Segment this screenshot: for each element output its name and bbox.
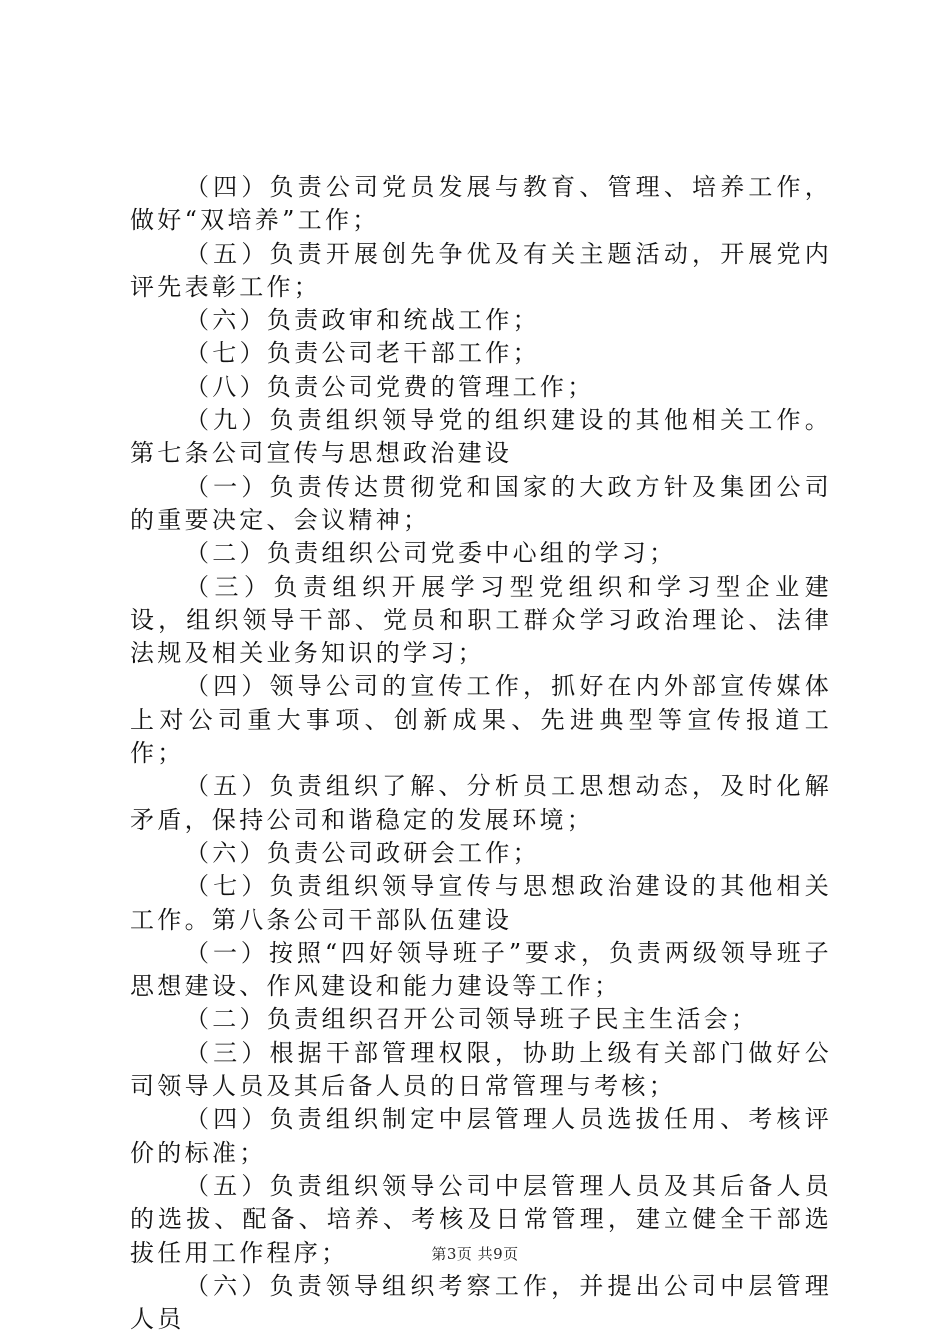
paragraph: （六）负责公司政研会工作； — [185, 838, 540, 867]
paragraph: （四）领导公司的宣传工作，抓好在内外部宣传媒体上对公司重大事项、创新成果、先进典型等宣传报道工作； — [130, 672, 832, 768]
paragraph: （七）负责公司老干部工作； — [185, 339, 540, 368]
paragraph: （二）负责组织召开公司领导班子民主生活会； — [185, 1005, 759, 1034]
paragraph: （八）负责公司党费的管理工作； — [185, 372, 595, 401]
page-number-footer: 第3页 共9页 — [431, 1245, 519, 1263]
paragraph: （四）负责组织制定中层管理人员选拔任用、考核评价的标准； — [130, 1105, 832, 1167]
paragraph: （六）负责领导组织考察工作，并提出公司中层管理人员 — [130, 1271, 832, 1334]
paragraph: （六）负责政审和统战工作； — [185, 306, 540, 335]
paragraph: （四）负责公司党员发展与教育、管理、培养工作，做好“双培养”工作； — [130, 173, 832, 235]
paragraph: （五）负责组织领导公司中层管理人员及其后备人员的选拔、配备、培养、考核及日常管理，建立健全干部选拔任用工作程序； — [130, 1171, 832, 1267]
paragraph: （一）负责传达贯彻党和国家的大政方针及集团公司的重要决定、会议精神； — [130, 472, 832, 534]
paragraph: （七）负责组织领导宣传与思想政治建设的其他相关工作。第八条公司干部队伍建设 — [130, 872, 832, 934]
paragraph: （五）负责开展创先争优及有关主题活动，开展党内评先表彰工作； — [130, 239, 832, 301]
paragraph: （二）负责组织公司党委中心组的学习； — [185, 539, 677, 568]
paragraph: （三）负责组织开展学习型党组织和学习型企业建设，组织领导干部、党员和职工群众学习政治理论、法律法规及相关业务知识的学习； — [130, 572, 832, 668]
paragraph: （九）负责组织领导党的组织建设的其他相关工作。第七条公司宣传与思想政治建设 — [130, 406, 832, 468]
paragraph: （一）按照“四好领导班子”要求，负责两级领导班子思想建设、作风建设和能力建设等工作； — [130, 938, 832, 1001]
paragraph: （三）根据干部管理权限，协助上级有关部门做好公司领导人员及其后备人员的日常管理与考核； — [130, 1038, 832, 1101]
paragraph: （五）负责组织了解、分析员工思想动态，及时化解矛盾，保持公司和谐稳定的发展环境； — [130, 772, 832, 834]
document-body — [130, 171, 832, 1336]
